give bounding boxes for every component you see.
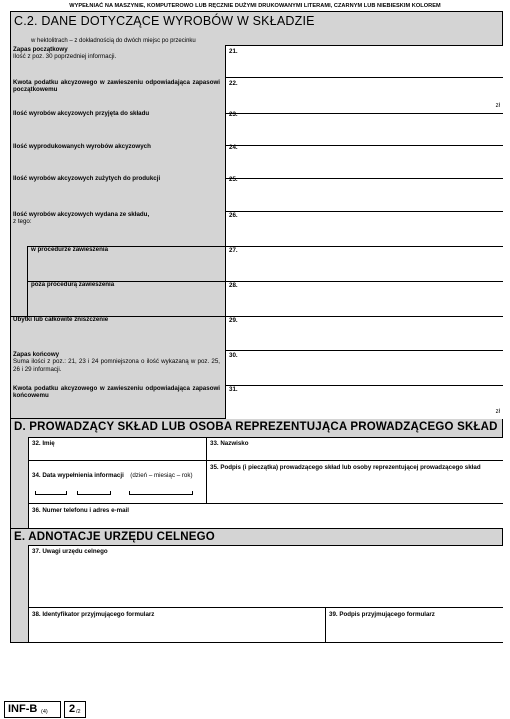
field-24[interactable] [225, 145, 503, 178]
row-25-label: Ilość wyrobów akcyzowych zużytych do produkcji [13, 175, 161, 182]
field-32[interactable] [28, 437, 206, 460]
row-21-label [13, 46, 221, 61]
page-number-box [64, 701, 86, 718]
form-code: INF-B [8, 703, 38, 715]
field-31-currency: zł [495, 409, 500, 415]
field-21-number: 21. [229, 48, 238, 55]
field-26-number: 26. [229, 212, 238, 219]
row-26-sub: z tego: [13, 218, 32, 226]
field-34-hint: (dzień – miesiąc – rok) [130, 472, 193, 479]
field-22-currency: zł [495, 103, 500, 109]
field-31-number: 31. [229, 386, 238, 393]
field-33-label: 33. Nazwisko [210, 440, 249, 447]
field-28[interactable] [225, 281, 503, 316]
field-27-number: 27. [229, 247, 238, 254]
row-29-label: Ubytki lub całkowite zniszczenie [13, 316, 109, 323]
field-34-label: 34. Data wypełnienia informacji [32, 472, 124, 479]
row-30-title: Zapas końcowy [13, 351, 60, 358]
row-28-label: poza procedurą zawieszenia [31, 281, 115, 288]
field-26[interactable] [225, 211, 503, 246]
field-23-number: 23. [229, 111, 238, 118]
field-27[interactable] [225, 246, 503, 281]
date-month-segment[interactable] [77, 491, 111, 495]
field-38[interactable] [28, 607, 325, 642]
row-22-label: Kwota podatku akcyzowego w zawieszeniu odpowiadająca zapasowi początkowemu [13, 79, 220, 94]
field-21[interactable] [225, 45, 503, 77]
field-36-label: 36. Numer telefonu i adres e-mail [32, 507, 129, 514]
field-39-label: 39. Podpis przyjmującego formularz [329, 611, 435, 618]
field-35[interactable] [206, 460, 503, 503]
section-d [10, 419, 503, 529]
field-37-label: 37. Uwagi urzędu celnego [32, 548, 108, 555]
row-23-label: Ilość wyrobów akcyzowych przyjęta do składu [13, 110, 150, 117]
field-30[interactable] [225, 350, 503, 385]
section-d-title: D. PROWADZĄCY SKŁAD LUB OSOBA REPREZENTUJĄCA PROWADZĄCEGO SKŁAD [14, 421, 498, 433]
row-26-title: Ilość wyrobów akcyzowych wydana ze składu, [13, 211, 150, 218]
field-35-label: 35. Podpis (i pieczątka) prowadzącego skład lub osoby reprezentującej prowadzącego skład [210, 464, 481, 471]
form-code-box [4, 701, 61, 718]
row-31-label: Kwota podatku akcyzowego w zawieszeniu odpowiadająca zapasowi końcowemu [13, 385, 220, 400]
field-34-label-row [32, 464, 193, 482]
date-input-boxes[interactable] [35, 491, 195, 497]
row-26-label [13, 211, 221, 226]
field-25[interactable] [225, 178, 503, 211]
field-29[interactable] [225, 316, 503, 350]
page-total: /2 [76, 709, 81, 715]
date-day-segment[interactable] [35, 491, 67, 495]
field-23[interactable] [225, 113, 503, 145]
field-22[interactable] [225, 77, 503, 113]
row-24-label: Ilość wyprodukowanych wyrobów akcyzowych [13, 143, 151, 150]
field-32-label: 32. Imię [32, 440, 55, 447]
row-27-label: w procedurze zawieszenia [31, 246, 109, 253]
section-e-title: E. ADNOTACJE URZĘDU CELNEGO [14, 531, 215, 543]
row-21-sub: Ilość z poz. 30 poprzedniej informacji. [13, 53, 117, 61]
field-36[interactable] [28, 503, 503, 528]
field-37[interactable] [28, 545, 503, 607]
field-33[interactable] [206, 437, 503, 460]
form-version: (4) [41, 709, 48, 715]
field-39[interactable] [325, 607, 503, 642]
field-31[interactable] [225, 385, 503, 419]
field-22-number: 22. [229, 80, 238, 87]
field-30-number: 30. [229, 352, 238, 359]
page-number: 2 [69, 703, 76, 715]
field-28-number: 28. [229, 282, 238, 289]
section-c2-unit-note: w hektolitrach – z dokładnością do dwóch miejsc po przecinku [31, 38, 196, 44]
row-21-title: Zapas początkowy [13, 46, 68, 53]
row-30-label [13, 351, 220, 373]
row-30-sub: Suma ilości z poz.: 21, 23 i 24 pomniejszona o ilość wykazaną w poz. 25, 26 i 29 informacji. [13, 358, 220, 373]
field-24-number: 24. [229, 144, 238, 151]
section-c2-title: C.2. DANE DOTYCZĄCE WYROBÓW W SKŁADZIE [14, 14, 315, 28]
section-c2 [10, 11, 503, 419]
form-instruction-note: WYPEŁNIAĆ NA MASZYNIE, KOMPUTEROWO LUB RĘCZNIE DUŻYMI DRUKOWANYMI LITERAMI, CZARNYM LUB NIEBIESKIM KOLOREM [69, 3, 441, 9]
date-year-segment[interactable] [129, 491, 193, 495]
field-29-number: 29. [229, 317, 238, 324]
field-38-label: 38. Identyfikator przyjmującego formularz [32, 611, 155, 618]
field-34[interactable] [28, 460, 206, 503]
field-25-number: 25. [229, 176, 238, 183]
section-e [10, 529, 503, 643]
